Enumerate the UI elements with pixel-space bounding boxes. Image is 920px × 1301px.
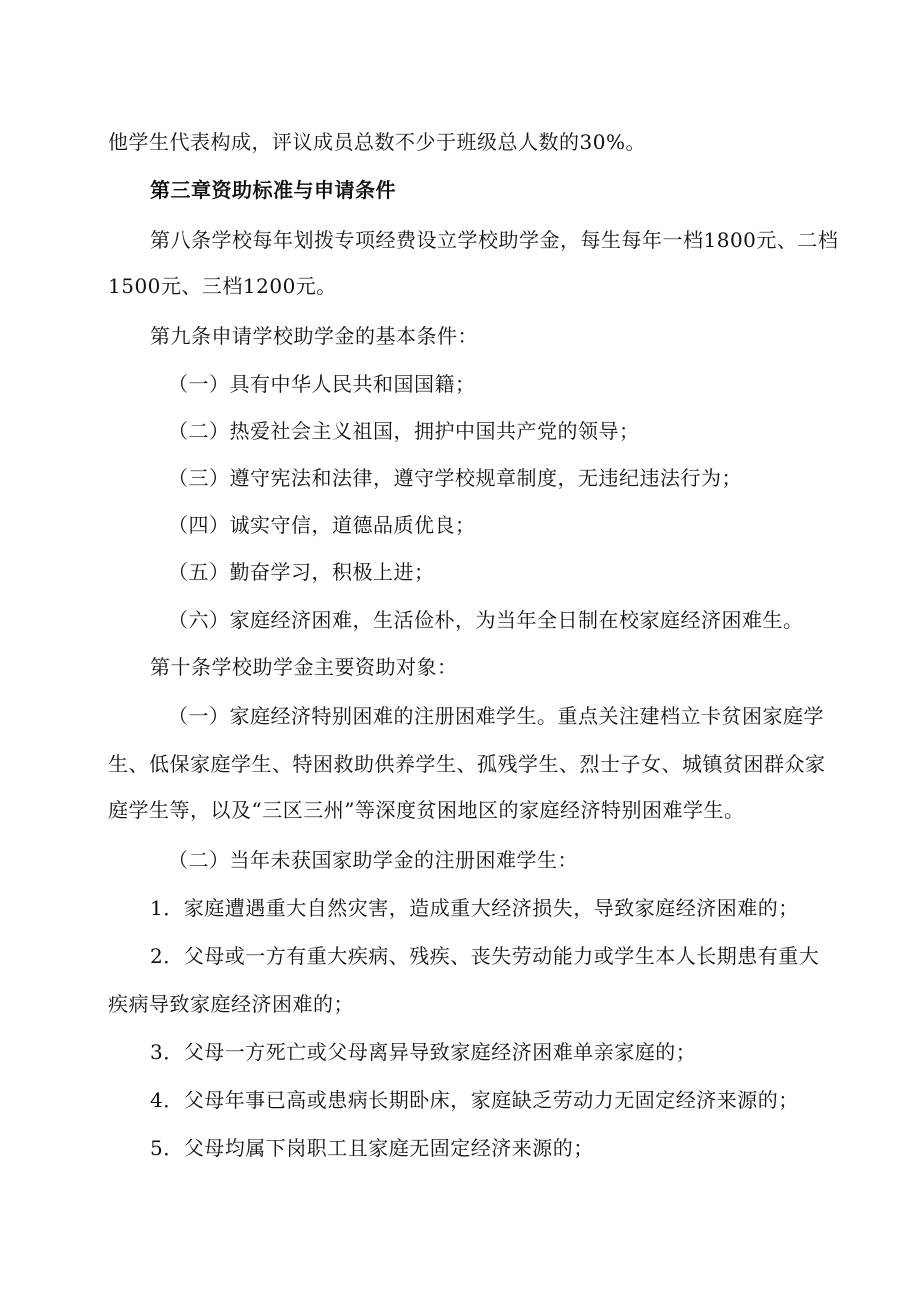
condition-item-4: （四）诚实守信，道德品质优良； (168, 513, 476, 537)
condition-item-6: （六）家庭经济困难，生活俭朴，为当年全日制在校家庭经济困难生。 (168, 608, 804, 632)
chapter-heading: 第三章资助标准与申请条件 (150, 178, 396, 202)
numbered-item-2-line-1: 2．父母或一方有重大疾病、残疾、丧失劳动能力或学生本人长期患有重大 (150, 944, 820, 968)
article-8-line-2: 1500元、三档1200元。 (108, 274, 337, 298)
target-item-1-line-3: 庭学生等，以及“三区三州”等深度贫困地区的家庭经济特别困难学生。 (108, 798, 745, 822)
article-10-heading: 第十条学校助学金主要资助对象： (150, 655, 458, 679)
numbered-item-5: 5．父母均属下岗职工且家庭无固定经济来源的； (150, 1136, 594, 1160)
numbered-item-1: 1．家庭遭遇重大自然灾害，造成重大经济损失，导致家庭经济困难的； (150, 896, 799, 920)
target-item-1-line-1: （一）家庭经济特别困难的注册困难学生。重点关注建档立卡贫困家庭学 (168, 704, 824, 728)
paragraph-line-continuation: 他学生代表构成，评议成员总数不少于班级总人数的30%。 (108, 130, 646, 154)
numbered-item-3: 3．父母一方死亡或父母离异导致家庭经济困难单亲家庭的； (150, 1040, 697, 1064)
condition-item-1: （一）具有中华人民共和国国籍； (168, 372, 476, 396)
condition-item-3: （三）遵守宪法和法律，遵守学校规章制度，无违纪违法行为； (168, 466, 742, 490)
target-item-2-heading: （二）当年未获国家助学金的注册困难学生： (168, 848, 578, 872)
article-9-heading: 第九条申请学校助学金的基本条件： (150, 324, 478, 348)
numbered-item-4: 4．父母年事已高或患病长期卧床，家庭缺乏劳动力无固定经济来源的； (150, 1088, 799, 1112)
condition-item-2: （二）热爱社会主义祖国，拥护中国共产党的领导； (168, 419, 640, 443)
target-item-1-line-2: 生、低保家庭学生、特困救助供养学生、孤残学生、烈士子女、城镇贫困群众家 (108, 752, 826, 776)
numbered-item-2-line-2: 疾病导致家庭经济困难的； (108, 992, 354, 1016)
article-8-line-1: 第八条学校每年划拨专项经费设立学校助学金，每生每年一档1800元、二档 (150, 228, 839, 252)
condition-item-5: （五）勤奋学习，积极上进； (168, 560, 435, 584)
